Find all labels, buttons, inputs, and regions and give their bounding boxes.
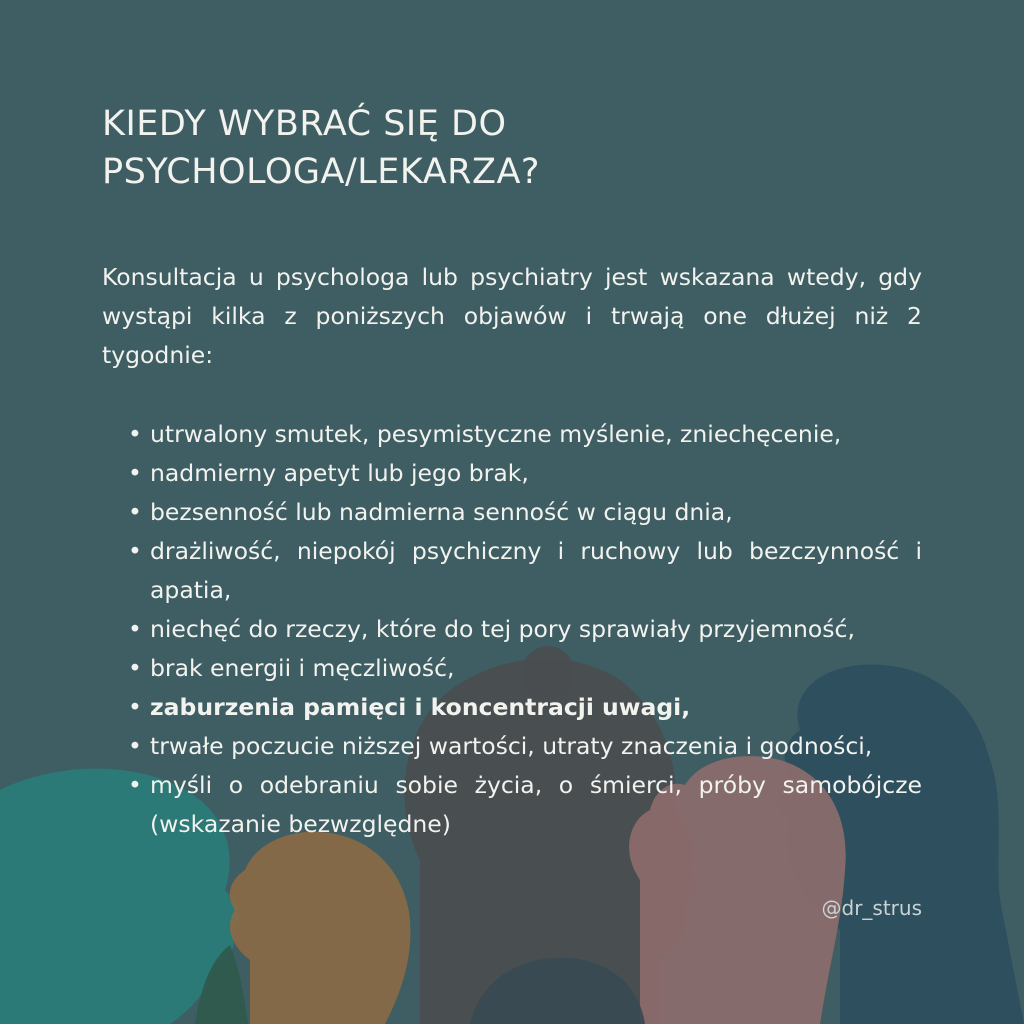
list-item-text: trwałe poczucie niższej wartości, utraty znaczenia i godności, — [150, 732, 873, 760]
list-item-text: niechęć do rzeczy, które do tej pory sprawiały przyjemność, — [150, 615, 855, 643]
bullet-icon: • — [128, 654, 142, 682]
list-item — [102, 610, 922, 649]
list-item-text: zaburzenia pamięci i koncentracji uwagi, — [150, 693, 691, 721]
list-item — [102, 766, 922, 844]
author-handle: @dr_strus — [821, 896, 922, 920]
list-item — [102, 454, 922, 493]
bullet-icon: • — [128, 732, 142, 760]
list-item-text: drażliwość, niepokój psychiczny i ruchowy lub bezczynność i apatia, — [150, 537, 922, 604]
page-title: KIEDY WYBRAĆ SIĘ DO PSYCHOLOGA/LEKARZA? — [102, 104, 540, 192]
symptoms-list — [102, 415, 922, 844]
bullet-icon: • — [128, 693, 142, 721]
intro-paragraph: Konsultacja u psychologa lub psychiatry jest wskazana wtedy, gdy wystąpi kilka z poniższych objawów i trwają one dłużej niż 2 tygodnie: — [102, 263, 922, 369]
list-item-text: bezsenność lub nadmierna senność w ciągu dnia, — [150, 498, 733, 526]
list-item-text: nadmierny apetyt lub jego brak, — [150, 459, 529, 487]
list-item-text: myśli o odebraniu sobie życia, o śmierci, próby samobójcze (wskazanie bezwzględne) — [150, 771, 922, 838]
list-item — [102, 727, 922, 766]
list-item-text: brak energii i męczliwość, — [150, 654, 455, 682]
list-item-highlighted — [102, 688, 922, 727]
list-item-text: utrwalony smutek, pesymistyczne myślenie, zniechęcenie, — [150, 420, 842, 448]
bullet-icon: • — [128, 420, 142, 448]
list-item — [102, 649, 922, 688]
list-item — [102, 415, 922, 454]
list-item — [102, 532, 922, 610]
bullet-icon: • — [128, 537, 142, 565]
bullet-icon: • — [128, 615, 142, 643]
list-item — [102, 493, 922, 532]
bullet-icon: • — [128, 459, 142, 487]
bullet-icon: • — [128, 498, 142, 526]
bullet-icon: • — [128, 771, 142, 799]
